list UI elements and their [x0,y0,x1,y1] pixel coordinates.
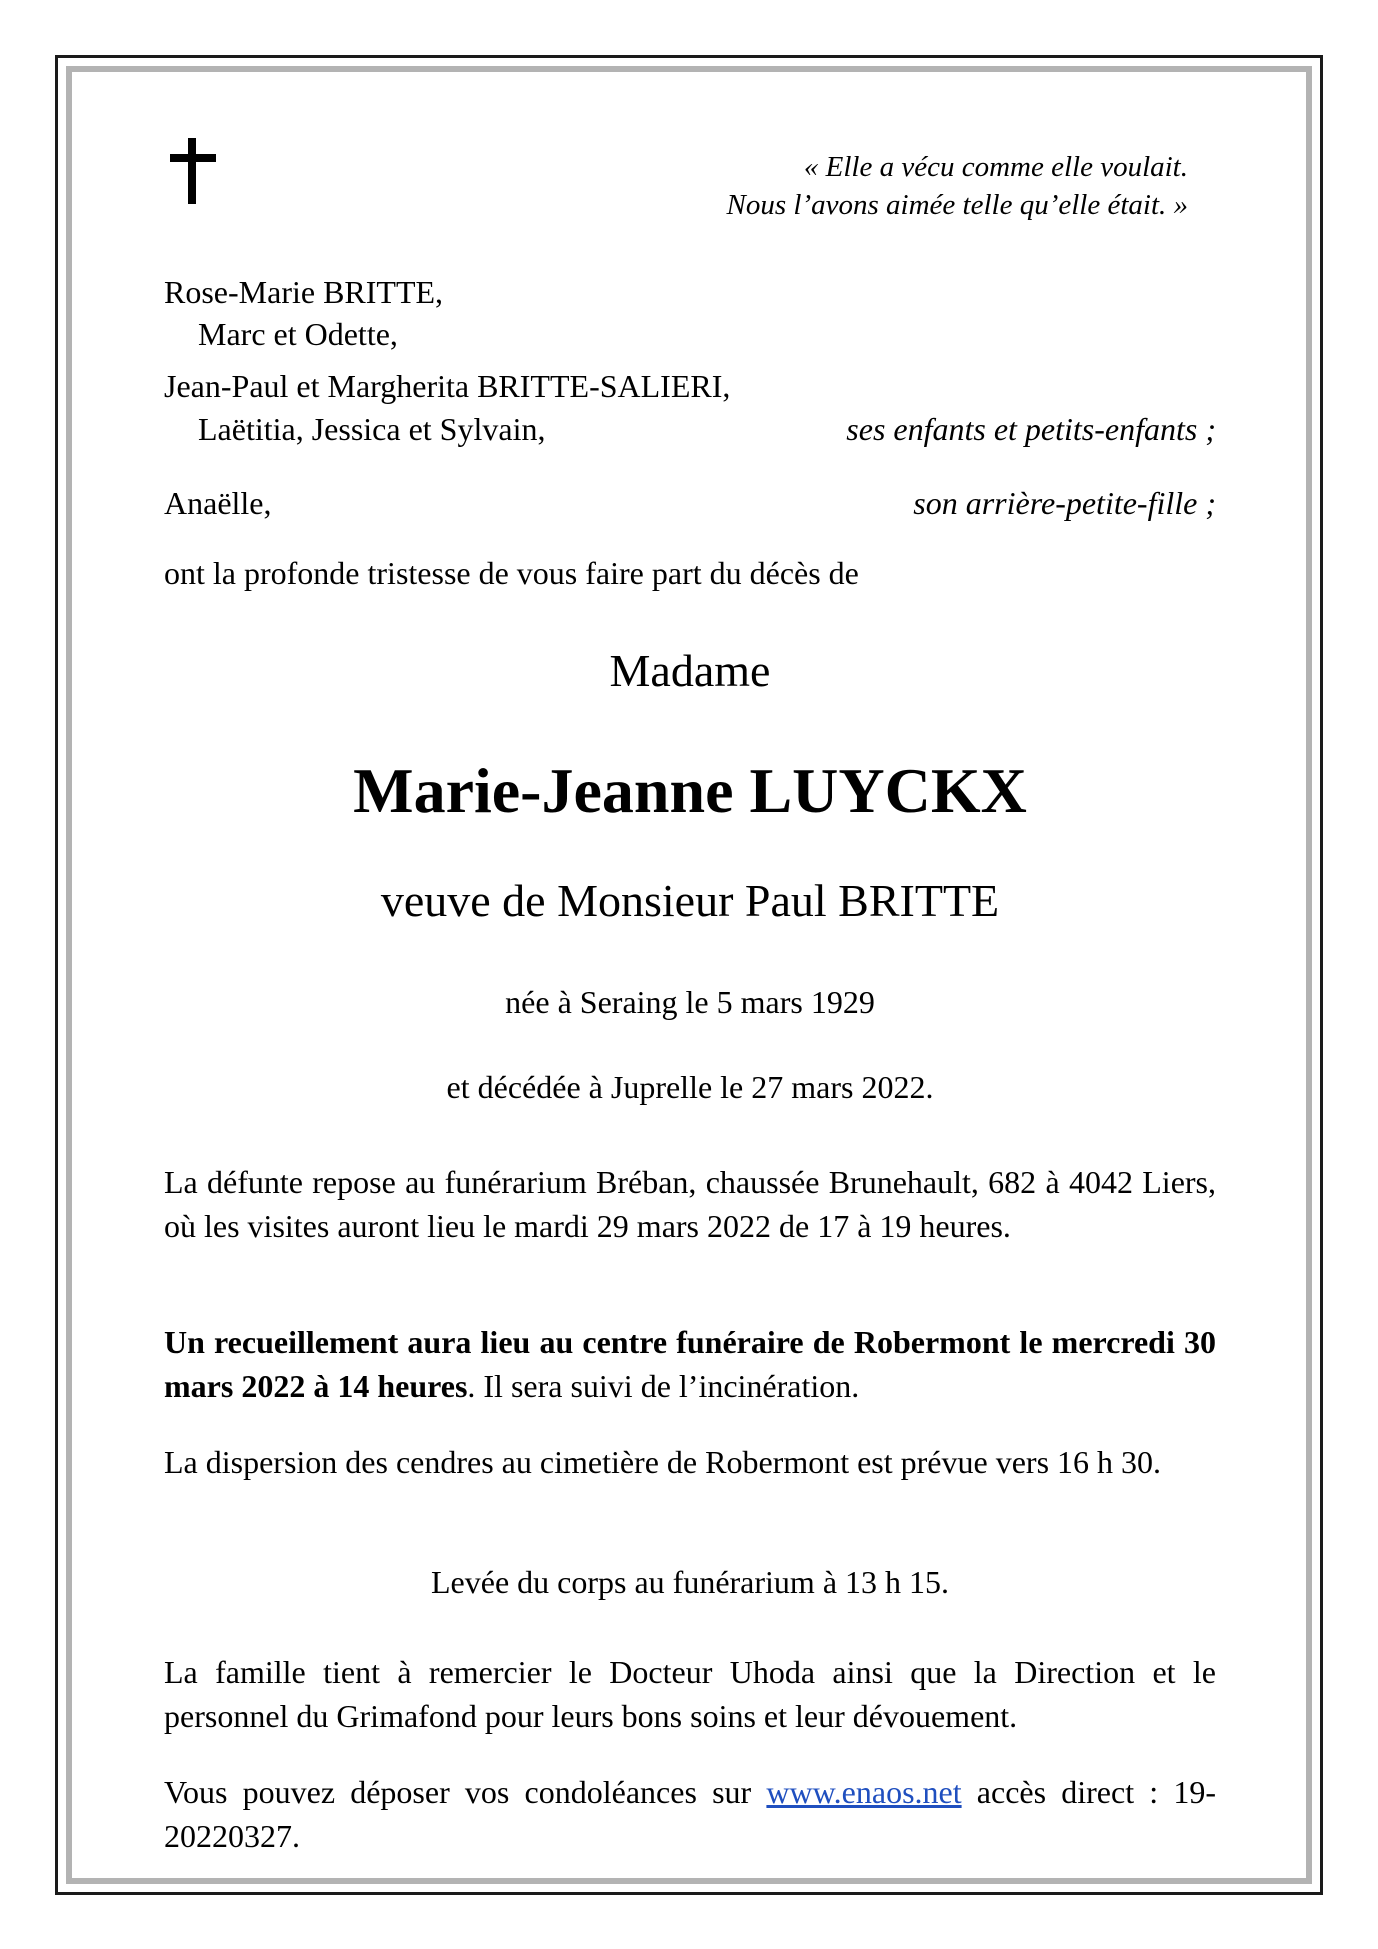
ceremony-paragraph [164,1320,1216,1408]
family-line-2: Marc et Odette, [198,316,398,352]
quote-line-1: « Elle a vécu comme elle voulait. [803,151,1188,183]
family-line-4: Laëtitia, Jessica et Sylvain, [198,411,546,447]
cross-icon [170,138,216,204]
announcement-text: ont la profonde tristesse de vous faire part du décès de [164,555,859,591]
birth-info: née à Seraing le 5 mars 1929 [505,984,875,1020]
repose-paragraph: La défunte repose au funérarium Bréban, chaussée Brunehault, 682 à 4042 Liers, où les visites auront lieu le mardi 29 mars 2022 de 17 à 19 heures. [164,1164,1216,1244]
deceased-title: Madame [609,645,771,696]
epigraph-quote [727,148,1188,224]
relation-great-grandchild: son arrière-petite-fille ; [913,485,1216,521]
quote-line-2: Nous l’avons aimée telle qu’elle était. » [726,189,1188,221]
ceremony-bold: Un recueillement aura lieu au centre funéraire de Robermont le mercredi 30 mars 2022 à 14 heures [164,1324,1216,1404]
family-line-1: Rose-Marie BRITTE, [164,274,444,310]
deceased-name: Marie-Jeanne LUYCKX [353,755,1027,826]
family-line-3: Jean-Paul et Margherita BRITTE-SALIERI, [164,368,731,404]
family-row-5 [164,483,1216,523]
widow-of: veuve de Monsieur Paul BRITTE [380,875,1000,926]
ceremony-rest: . Il sera suivi de l’incinération. [467,1368,860,1404]
death-info: et décédée à Juprelle le 27 mars 2022. [446,1069,934,1105]
levee-text: Levée du corps au funérarium à 13 h 15. [430,1564,950,1600]
dispersion-paragraph: La dispersion des cendres au cimetière de Robermont est prévue vers 16 h 30. [164,1444,1162,1480]
thanks-paragraph: La famille tient à remercier le Docteur Uhoda ainsi que la Direction et le personnel du Grimafond pour leurs bons soins et leur dévouement. [164,1654,1216,1734]
condolences-before: Vous pouvez déposer vos condoléances sur [164,1774,752,1810]
condolences-after: accès direct : 19-20220327. [164,1774,1217,1854]
relation-children: ses enfants et petits-enfants ; [846,411,1216,447]
condolences-paragraph [164,1770,1216,1858]
condolences-link[interactable]: www.enaos.net [766,1774,962,1810]
family-line-5: Anaëlle, [164,485,272,521]
family-row-4 [164,409,1216,449]
